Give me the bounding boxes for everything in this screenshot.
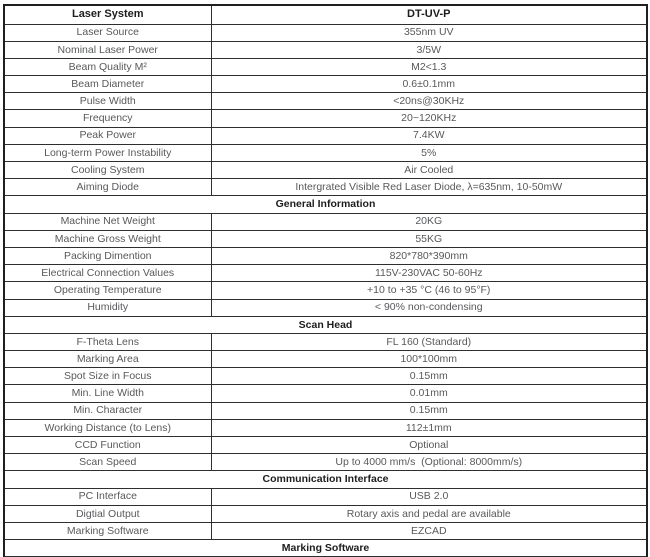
- spec-label-cell: Operating Temperature: [4, 282, 211, 299]
- spec-value-cell: FL 160 (Standard): [211, 333, 647, 350]
- spec-label-cell: CCD Function: [4, 437, 211, 454]
- section-title-cell: Communication Interface: [4, 471, 647, 488]
- spec-label-cell: Machine Gross Weight: [4, 230, 211, 247]
- spec-label-cell: Nominal Laser Power: [4, 41, 211, 58]
- section-row: [4, 471, 647, 488]
- spec-value-cell: 20~120KHz: [211, 110, 647, 127]
- table-row: [4, 437, 647, 454]
- spec-label-cell: Spot Size in Focus: [4, 368, 211, 385]
- table-row: [4, 76, 647, 93]
- spec-table: [3, 4, 648, 557]
- spec-label-cell: Beam Quality M²: [4, 58, 211, 75]
- spec-value-cell: USB 2.0: [211, 488, 647, 505]
- spec-label-cell: Peak Power: [4, 127, 211, 144]
- table-row: [4, 351, 647, 368]
- spec-value-cell: 355nm UV: [211, 24, 647, 41]
- section-title-cell: Scan Head: [4, 316, 647, 333]
- table-row: [4, 522, 647, 539]
- table-row: [4, 385, 647, 402]
- spec-value-cell: 0.15mm: [211, 368, 647, 385]
- table-row: [4, 247, 647, 264]
- table-row: [4, 213, 647, 230]
- spec-value-cell: 100*100mm: [211, 351, 647, 368]
- spec-label-cell: Frequency: [4, 110, 211, 127]
- spec-label-cell: Marking Area: [4, 351, 211, 368]
- spec-value-cell: 3/5W: [211, 41, 647, 58]
- spec-label-cell: Laser Source: [4, 24, 211, 41]
- spec-value-cell: EZCAD: [211, 522, 647, 539]
- spec-label-cell: Marking Software: [4, 522, 211, 539]
- spec-label-cell: Long-term Power Instability: [4, 144, 211, 161]
- section-row: [4, 316, 647, 333]
- table-row: [4, 179, 647, 196]
- table-row: [4, 230, 647, 247]
- spec-value-cell: 55KG: [211, 230, 647, 247]
- table-row: [4, 488, 647, 505]
- section-row: [4, 196, 647, 213]
- spec-value-cell: 820*780*390mm: [211, 247, 647, 264]
- table-row: [4, 505, 647, 522]
- spec-value-cell: Intergrated Visible Red Laser Diode, λ=635nm, 10-50mW: [211, 179, 647, 196]
- spec-value-cell: 5%: [211, 144, 647, 161]
- spec-value-cell: Up to 4000 mm/s (Optional: 8000mm/s): [211, 454, 647, 471]
- spec-label-cell: Aiming Diode: [4, 179, 211, 196]
- table-row: [4, 402, 647, 419]
- section-title-cell: General Information: [4, 196, 647, 213]
- spec-value-cell: 20KG: [211, 213, 647, 230]
- spec-value-cell: DT-UV-P: [211, 5, 647, 24]
- spec-label-cell: Humidity: [4, 299, 211, 316]
- table-row: [4, 93, 647, 110]
- table-row: [4, 454, 647, 471]
- table-row: [4, 5, 647, 24]
- spec-label-cell: Packing Dimention: [4, 247, 211, 264]
- table-row: [4, 419, 647, 436]
- table-row: [4, 265, 647, 282]
- table-row: [4, 368, 647, 385]
- spec-label-cell: Min. Character: [4, 402, 211, 419]
- section-row: [4, 540, 647, 557]
- table-row: [4, 333, 647, 350]
- spec-label-cell: Digtial Output: [4, 505, 211, 522]
- table-row: [4, 110, 647, 127]
- spec-value-cell: +10 to +35 °C (46 to 95°F): [211, 282, 647, 299]
- table-row: [4, 144, 647, 161]
- section-title-cell: Marking Software: [4, 540, 647, 557]
- spec-value-cell: 0.01mm: [211, 385, 647, 402]
- table-row: [4, 282, 647, 299]
- spec-value-cell: 115V-230VAC 50-60Hz: [211, 265, 647, 282]
- spec-value-cell: Rotary axis and pedal are available: [211, 505, 647, 522]
- spec-value-cell: 112±1mm: [211, 419, 647, 436]
- spec-value-cell: 0.6±0.1mm: [211, 76, 647, 93]
- spec-label-cell: Min. Line Width: [4, 385, 211, 402]
- spec-label-cell: Laser System: [4, 5, 211, 24]
- spec-label-cell: F-Theta Lens: [4, 333, 211, 350]
- table-row: [4, 24, 647, 41]
- spec-label-cell: PC Interface: [4, 488, 211, 505]
- table-row: [4, 162, 647, 179]
- spec-value-cell: M2<1.3: [211, 58, 647, 75]
- spec-table-body: [4, 5, 647, 557]
- spec-value-cell: < 90% non-condensing: [211, 299, 647, 316]
- table-row: [4, 41, 647, 58]
- spec-label-cell: Beam Diameter: [4, 76, 211, 93]
- spec-value-cell: <20ns@30KHz: [211, 93, 647, 110]
- spec-label-cell: Machine Net Weight: [4, 213, 211, 230]
- table-row: [4, 127, 647, 144]
- table-row: [4, 299, 647, 316]
- spec-value-cell: 7.4KW: [211, 127, 647, 144]
- spec-label-cell: Scan Speed: [4, 454, 211, 471]
- table-row: [4, 58, 647, 75]
- spec-label-cell: Pulse Width: [4, 93, 211, 110]
- spec-label-cell: Cooling System: [4, 162, 211, 179]
- spec-value-cell: 0.15mm: [211, 402, 647, 419]
- spec-value-cell: Optional: [211, 437, 647, 454]
- spec-label-cell: Working Distance (to Lens): [4, 419, 211, 436]
- spec-value-cell: Air Cooled: [211, 162, 647, 179]
- spec-label-cell: Electrical Connection Values: [4, 265, 211, 282]
